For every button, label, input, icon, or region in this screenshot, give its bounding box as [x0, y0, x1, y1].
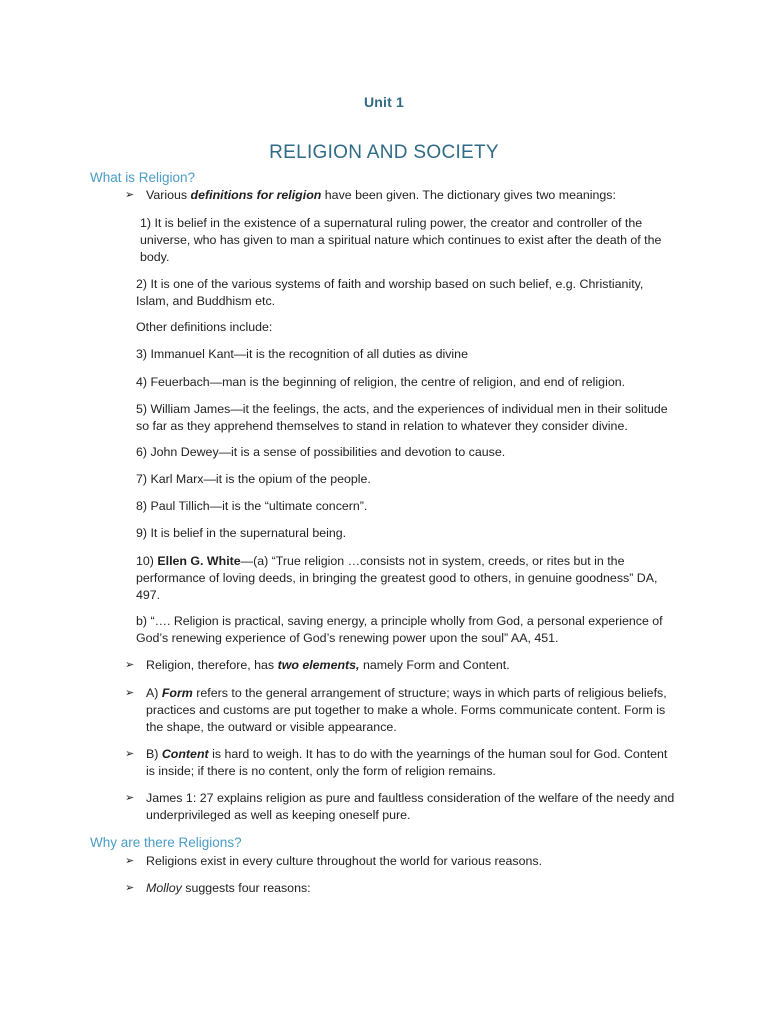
- text-run: 10): [136, 554, 158, 568]
- definition-9: 9) It is belief in the supernatural being.: [136, 526, 347, 540]
- definition-5: 5) William James—it the feelings, the acts, and the experiences of individual men in their solitude so far as they apprehend themselves to stand in relation to whatever they consider divine.: [136, 402, 668, 433]
- definition-1: 1) It is belief in the existence of a supernatural ruling power, the creator and controller of the universe, who has given to man a spiritual nature which continues to exist after the death of the body.: [140, 216, 662, 264]
- definition-8: 8) Paul Tillich—it is the “ultimate concern”.: [136, 499, 368, 513]
- emphasis-text: Molloy: [146, 881, 182, 895]
- bullet-arrow-icon: ➢: [125, 748, 135, 760]
- text-run: A): [146, 686, 162, 700]
- bullet-form: [146, 685, 676, 735]
- bullet-molloy: [146, 880, 686, 897]
- bullet-definitions-intro: [146, 187, 686, 204]
- emphasis-text: definitions for religion: [190, 188, 322, 202]
- section-heading-why-religions: Why are there Religions?: [90, 835, 242, 850]
- definition-7: 7) Karl Marx—it is the opium of the people.: [136, 472, 371, 486]
- text-run: have been given. The dictionary gives two meanings:: [321, 188, 616, 202]
- emphasis-text: Content: [161, 747, 209, 761]
- emphasis-text: Form: [161, 686, 193, 700]
- definition-4: 4) Feuerbach—man is the beginning of religion, the centre of religion, and end of religion.: [136, 375, 626, 389]
- text-run: —(a) “True religion …consists not in system, creeds, or rites but in the performance of loving deeds, in bringing the greatest good to others, in genuine goodness” DA, 497.: [136, 554, 658, 602]
- definition-3: 3) Immanuel Kant—it is the recognition of all duties as divine: [136, 347, 468, 361]
- text-run: namely Form and Content.: [359, 658, 510, 672]
- bullet-arrow-icon: ➢: [125, 659, 135, 671]
- text-run: is hard to weigh. It has to do with the yearnings of the human soul for God. Content is inside; if there is no content, only the form of religion remains.: [146, 747, 668, 778]
- text-run: Religion, therefore, has: [146, 658, 278, 672]
- text-run: Various: [146, 188, 191, 202]
- bullet-arrow-icon: ➢: [125, 189, 135, 201]
- bullet-arrow-icon: ➢: [125, 882, 135, 894]
- bullet-two-elements: [146, 657, 686, 674]
- definition-10b: b) “…. Religion is practical, saving energy, a principle wholly from God, a personal experience of God’s renewing experience of God’s renewing power upon the soul” AA, 451.: [136, 614, 663, 645]
- section-heading-what-is-religion: What is Religion?: [90, 170, 196, 185]
- bullet-arrow-icon: ➢: [125, 855, 135, 867]
- text-run: suggests four reasons:: [181, 881, 311, 895]
- text-run: refers to the general arrangement of structure; ways in which parts of religious beliefs, practices and customs are put together to make a whole. Forms communicate content. Form is the shape, the outward or visible appearance.: [146, 686, 667, 734]
- bullet-arrow-icon: ➢: [125, 687, 135, 699]
- definition-10: [136, 553, 676, 603]
- bullet-james: James 1: 27 explains religion as pure and faultless consideration of the welfare of the needy and underprivileged as well as keeping oneself pure.: [146, 791, 675, 822]
- bullet-content: [146, 746, 676, 780]
- bullet-arrow-icon: ➢: [125, 792, 135, 804]
- page-title: RELIGION AND SOCIETY: [269, 142, 499, 163]
- author-name: Ellen G. White: [157, 554, 241, 568]
- definition-2: 2) It is one of the various systems of faith and worship based on such belief, e.g. Christianity, Islam, and Buddhism etc.: [136, 277, 644, 308]
- bullet-religions-exist: Religions exist in every culture throughout the world for various reasons.: [146, 854, 543, 868]
- other-definitions-label: Other definitions include:: [136, 320, 273, 334]
- unit-label: Unit 1: [363, 94, 405, 110]
- emphasis-text: two elements,: [277, 658, 360, 672]
- text-run: B): [146, 747, 162, 761]
- definition-6: 6) John Dewey—it is a sense of possibilities and devotion to cause.: [136, 445, 506, 459]
